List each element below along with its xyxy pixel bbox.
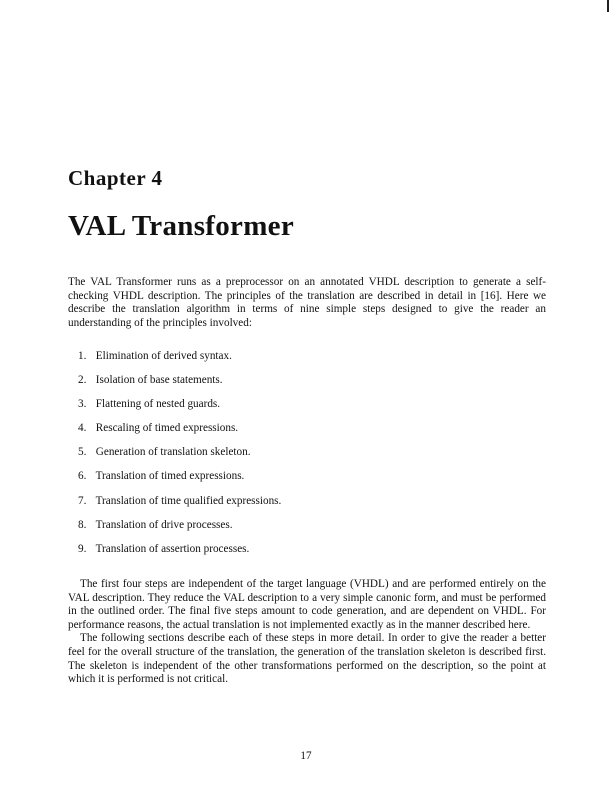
list-item-text: Elimination of derived syntax. (95, 350, 232, 362)
page-number: 17 (300, 750, 312, 762)
list-item (78, 494, 281, 518)
chapter-title: VAL Transformer (68, 210, 295, 242)
intro-paragraph: The VAL Transformer runs as a preprocessor on an annotated VHDL description to generate a self-checking VHDL description. The principles of the translation are described in detail in [16]. Here we describe the translation algorithm in terms of nine simple steps designed to give the reader an understanding of the principles involved: (68, 276, 546, 329)
list-item-number: 8. (78, 518, 87, 531)
chapter-label: Chapter 4 (68, 166, 163, 190)
list-item-text: Translation of timed expressions. (95, 470, 245, 483)
list-item (78, 397, 281, 421)
list-item-number: 4. (78, 422, 87, 435)
list-item-text: Rescaling of timed expressions. (95, 422, 239, 435)
list-item-number: 9. (78, 542, 87, 555)
list-item-text: Translation of time qualified expressions. (95, 494, 282, 507)
list-item-text: Translation of assertion processes. (95, 542, 250, 555)
list-item (78, 349, 281, 373)
list-item-number: 5. (78, 446, 87, 459)
list-item-number: 2. (78, 374, 87, 387)
list-item (78, 445, 281, 469)
steps-list (78, 349, 281, 566)
paragraph: The first four steps are independent of the target language (VHDL) and are performed entirely on the VAL description. They reduce the VAL description to a very simple canonic form, and must be performed in the outlined order. The final five steps amount to code generation, and are dependent on VHDL. For performance reasons, the actual translation is not implemented exactly as in the manner described here. (68, 578, 546, 631)
list-item-number: 3. (78, 398, 87, 411)
paragraph: The following sections describe each of these steps in more detail. In order to give the reader a better feel for the overall structure of the translation, the generation of the translation skeleton is described first. The skeleton is independent of the other transformations performed on the description, so the point at which it is performed is not critical. (68, 632, 546, 686)
list-item-text: Flattening of nested guards. (95, 398, 221, 411)
list-item-text: Isolation of base statements. (95, 374, 223, 387)
list-item-number: 6. (78, 470, 87, 483)
body-text (68, 578, 546, 687)
list-item-number: 1. (78, 350, 87, 362)
list-item (78, 421, 281, 445)
scan-edge-mark (607, 0, 609, 12)
list-item-text: Generation of translation skeleton. (95, 446, 251, 459)
list-item (78, 518, 281, 542)
list-item (78, 542, 281, 566)
list-item (78, 373, 281, 397)
list-item-number: 7. (78, 494, 87, 507)
list-item-text: Translation of drive processes. (95, 518, 233, 531)
list-item (78, 469, 281, 493)
